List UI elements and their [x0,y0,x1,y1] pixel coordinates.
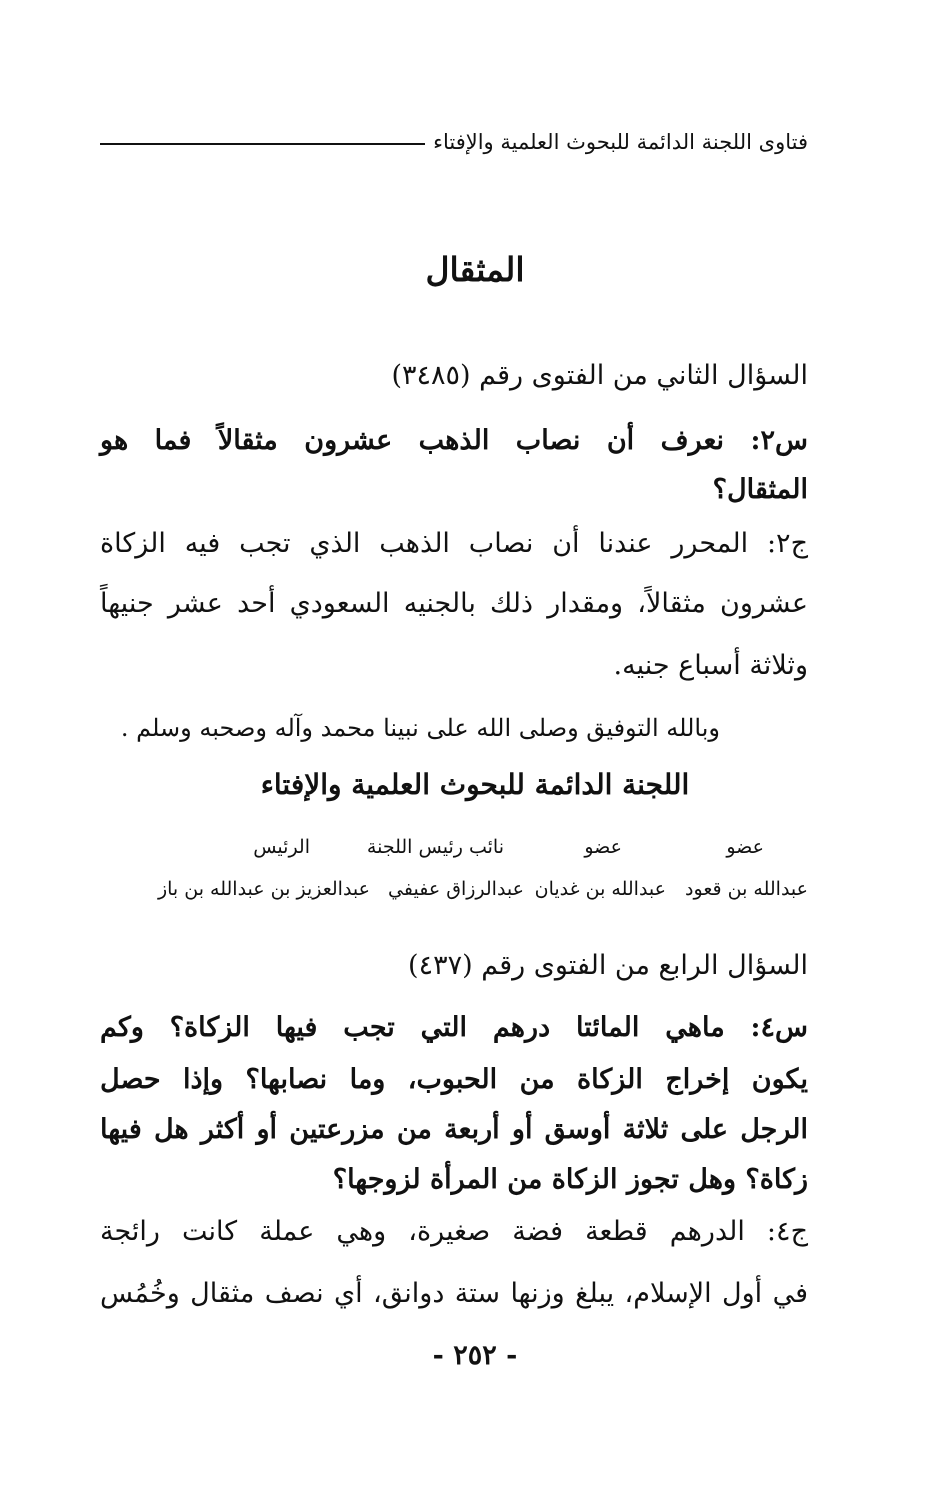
fatwa2-question-line: يكون إخراج الزكاة من الحبوب، وما نصابها؟ وإذا حصل [100,1064,808,1095]
fatwa1-reference: السؤال الثاني من الفتوى رقم (٣٤٨٥) [391,360,808,391]
fatwa1-answer-line: عشرون مثقالاً، ومقدار ذلك بالجنيه السعودي أحد عشر جنيهاً [100,588,808,619]
member-name: عبدالله بن قعود [685,878,808,900]
member-name: عبدالعزيز بن عبدالله بن باز [157,878,370,900]
member-role: عضو [584,836,622,858]
fatwa2-answer-line: ج٤: الدرهم قطعة فضة صغيرة، وهي عملة كانت رائجة [100,1216,808,1247]
committee-name: اللجنة الدائمة للبحوث العلمية والإفتاء [260,768,690,801]
fatwa2-reference: السؤال الرابع من الفتوى رقم (٤٣٧) [408,950,808,981]
member-role: عضو [726,836,764,858]
member-name: عبدالرزاق عفيفي [388,878,524,900]
section-title: المثقال [425,250,525,289]
member-role: نائب رئيس اللجنة [366,836,504,858]
fatwa2-question-line: زكاة؟ وهل تجوز الزكاة من المرأة لزوجها؟ [332,1164,808,1195]
fatwa1-question-line: المثقال؟ [712,474,808,505]
fatwa1-answer-line: ج٢: المحرر عندنا أن نصاب الذهب الذي تجب فيه الزكاة [100,528,808,559]
running-header [100,122,808,162]
header-title: فتاوى اللجنة الدائمة للبحوث العلمية والإفتاء [433,130,808,154]
fatwa2-answer-line: في أول الإسلام، يبلغ وزنها ستة دوانق، أي نصف مثقال وخُمُس [100,1278,808,1309]
member-role: الرئيس [253,836,310,858]
header-rule [100,143,425,145]
fatwa1-closing: وبالله التوفيق وصلى الله على نبينا محمد وآله وصحبه وسلم . [120,714,720,742]
fatwa2-question-line: الرجل على ثلاثة أوسق أو أربعة من مزرعتين أو أكثر هل فيها [100,1114,808,1145]
fatwa2-question-line: س٤: ماهي المائتا درهم التي تجب فيها الزكاة؟ وكم [100,1012,808,1043]
fatwa1-answer-line: وثلاثة أسباع جنيه. [613,650,808,681]
member-name: عبدالله بن غديان [534,878,666,900]
page-number: - ٢٥٢ - [432,1340,518,1371]
fatwa1-question-line: س٢: نعرف أن نصاب الذهب عشرون مثقالاً فما هو [100,425,808,456]
